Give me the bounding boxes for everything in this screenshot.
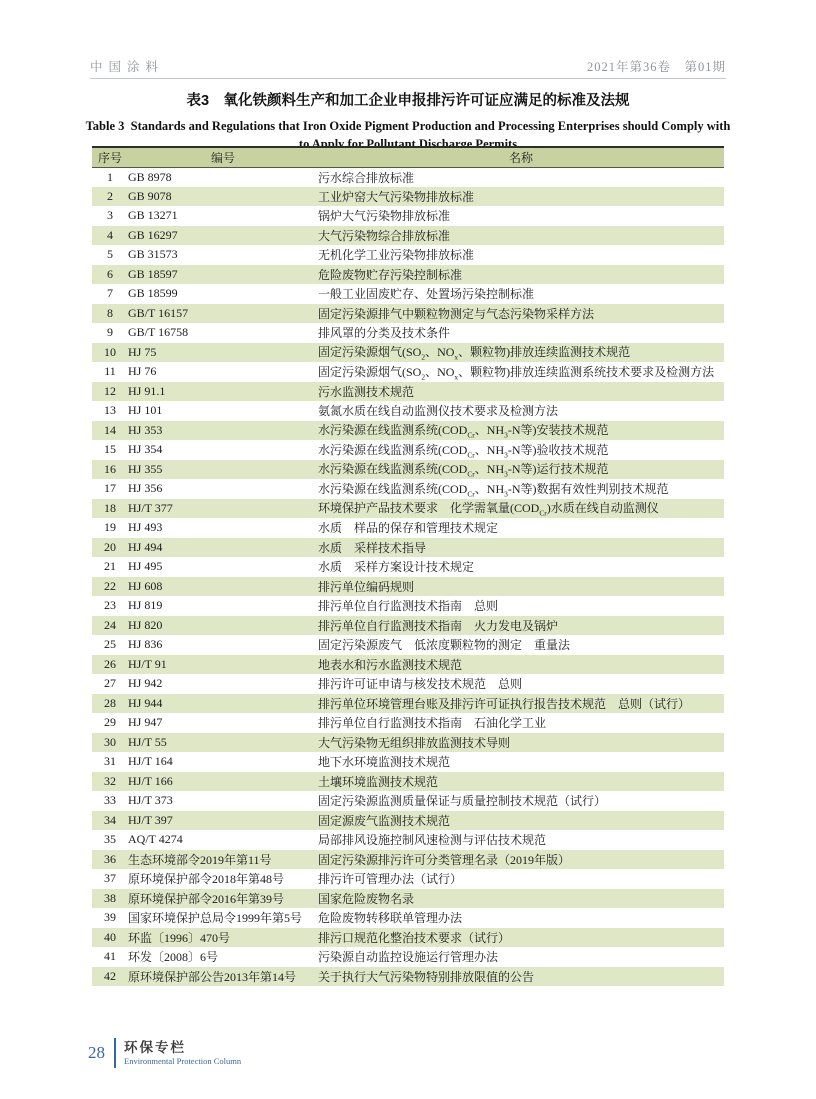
row-serial: 35 [104, 832, 116, 847]
row-serial: 17 [104, 481, 116, 496]
row-serial: 11 [104, 364, 116, 379]
row-code: HJ/T 91 [128, 656, 167, 671]
table-row [92, 518, 724, 538]
row-name: 污水综合排放标准 [318, 170, 415, 185]
table-row [92, 265, 724, 285]
row-code: 原环境保护部令2018年第48号 [128, 872, 285, 887]
row-code: HJ 608 [128, 578, 163, 593]
row-serial: 27 [104, 676, 116, 691]
table-row [92, 343, 724, 363]
row-code: HJ 944 [128, 695, 163, 710]
row-code: HJ 354 [128, 442, 163, 457]
table-row [92, 323, 724, 343]
row-code: HJ/T 164 [128, 754, 173, 769]
row-name: 氨氮水质在线自动监测仪技术要求及检测方法 [318, 404, 559, 419]
row-code: GB 13271 [128, 208, 178, 223]
row-serial: 37 [104, 871, 116, 886]
table-row [92, 557, 724, 577]
row-name: 排污单位环境管理台账及排污许可证执行报告技术规范 总则（试行） [318, 696, 691, 711]
row-serial: 31 [104, 754, 116, 769]
row-code: GB 18597 [128, 266, 178, 281]
table-caption-en-line2: to Apply for Pollutant Discharge Permits [298, 137, 518, 151]
row-code: 原环境保护部令2016年第39号 [128, 891, 285, 906]
row-name: 环境保护产品技术要求 化学需氧量$(COD_{Cr})$水质在线自动监测仪 [318, 501, 659, 518]
row-name: 污染源自动监控设施运行管理办法 [318, 950, 499, 965]
table-row [92, 635, 724, 655]
row-name: 固定污染源废气 低浓度颗粒物的测定 重量法 [318, 638, 571, 653]
row-code: HJ/T 377 [128, 500, 173, 515]
row-code: AQ/T 4274 [128, 832, 183, 847]
table-row [92, 713, 724, 733]
table-row [92, 811, 724, 831]
table-caption-en-line1: Table 3 Standards and Regulations that Iron Oxide Pigment Production and Processing Enterprises should Comply with [85, 119, 731, 133]
row-serial: 34 [104, 812, 116, 827]
row-name: 局部排风设施控制风速检测与评估技术规范 [318, 833, 547, 848]
table-row [92, 187, 724, 207]
row-code: HJ 494 [128, 539, 163, 554]
table-row [92, 499, 724, 519]
row-serial: 22 [104, 578, 116, 593]
table-row [92, 401, 724, 421]
row-code: HJ 495 [128, 559, 163, 574]
page-footer [88, 1036, 241, 1070]
table-row [92, 928, 724, 948]
row-name: 水污染源在线监测系统($COD_{Cr}$、$NH_3-N$等)安装技术规范 [318, 423, 609, 440]
row-code: 原环境保护部公告2013年第14号 [128, 969, 297, 984]
row-code: GB 8978 [128, 169, 172, 184]
row-code: HJ 353 [128, 422, 163, 437]
table-row [92, 850, 724, 870]
row-serial: 7 [107, 286, 113, 301]
row-code: HJ 820 [128, 617, 163, 632]
row-serial: 38 [104, 890, 116, 905]
row-serial: 42 [104, 968, 116, 983]
row-serial: 8 [107, 305, 113, 320]
row-serial: 15 [104, 442, 116, 457]
row-code: GB/T 16157 [128, 305, 189, 320]
table-row [92, 362, 724, 382]
row-serial: 18 [104, 500, 116, 515]
row-code: GB 9078 [128, 188, 172, 203]
row-serial: 29 [104, 715, 116, 730]
table-caption-zh: 表3 氧化铁颜料生产和加工企业申报排污许可证应满足的标准及法规 [186, 93, 630, 109]
row-name: 排污口规范化整治技术要求（试行） [318, 930, 511, 945]
row-name: 无机化学工业污染物排放标准 [318, 248, 475, 263]
row-code: HJ 356 [128, 481, 163, 496]
table-row [92, 382, 724, 402]
row-code: 生态环境部令2019年第11号 [128, 852, 272, 867]
table-row [92, 830, 724, 850]
table-row [92, 694, 724, 714]
row-serial: 20 [104, 539, 116, 554]
table-row [92, 167, 724, 187]
table-header-row [92, 147, 724, 167]
row-name: 危险废物转移联单管理办法 [318, 911, 463, 926]
row-code: GB 16297 [128, 227, 178, 242]
row-name: 排污许可管理办法（试行） [318, 872, 463, 887]
row-code: HJ 942 [128, 676, 163, 691]
row-serial: 3 [107, 208, 113, 223]
issue-info: 2021年第36卷 第01期 [586, 60, 726, 74]
row-serial: 33 [104, 793, 116, 808]
table-row [92, 733, 724, 753]
row-serial: 28 [104, 695, 116, 710]
row-serial: 14 [104, 422, 116, 437]
row-name: 固定源废气监测技术规范 [318, 813, 451, 828]
table-row [92, 226, 724, 246]
row-name: 排污单位编码规则 [318, 579, 415, 594]
row-name: 排污许可证申请与核发技术规范 总则 [318, 677, 523, 692]
table-row [92, 245, 724, 265]
row-code: HJ/T 166 [128, 773, 173, 788]
row-serial: 19 [104, 520, 116, 535]
row-serial: 1 [107, 169, 113, 184]
table-row [92, 206, 724, 226]
journal-title: 中国涂料 [90, 60, 165, 74]
table-row [92, 947, 724, 967]
row-name: 排风罩的分类及技术条件 [318, 326, 451, 341]
table-row [92, 674, 724, 694]
row-name: 固定污染源监测质量保证与质量控制技术规范（试行） [318, 794, 607, 809]
table-row [92, 908, 724, 928]
standards-table [92, 146, 724, 986]
row-name: 锅炉大气污染物排放标准 [318, 209, 451, 224]
row-name: 大气污染物综合排放标准 [318, 228, 451, 243]
row-serial: 41 [104, 949, 116, 964]
table-row [92, 889, 724, 909]
footer-divider [114, 1038, 116, 1068]
row-name: 地下水环境监测技术规范 [318, 755, 451, 770]
table-row [92, 479, 724, 499]
row-serial: 39 [104, 910, 116, 925]
row-serial: 40 [104, 929, 116, 944]
row-serial: 13 [104, 403, 116, 418]
table-row [92, 538, 724, 558]
table-row [92, 869, 724, 889]
table-row [92, 655, 724, 675]
row-name: 水质 样品的保存和管理技术规定 [318, 521, 499, 536]
row-code: HJ 493 [128, 520, 163, 535]
row-name: 大气污染物无组织排放监测技术导则 [318, 735, 511, 750]
column-header-code: 编号 [210, 150, 235, 165]
row-code: GB 31573 [128, 247, 178, 262]
table-row [92, 752, 724, 772]
table-row [92, 304, 724, 324]
row-name: 工业炉窑大气污染物排放标准 [318, 189, 475, 204]
row-serial: 23 [104, 598, 116, 613]
row-name: 水污染源在线监测系统($COD_{Cr}$、$NH_3-N$等)运行技术规范 [318, 462, 609, 479]
table-caption [48, 89, 768, 153]
row-code: HJ 819 [128, 598, 163, 613]
table-header [92, 147, 724, 167]
row-code: GB/T 16758 [128, 325, 189, 340]
row-serial: 5 [107, 247, 113, 262]
running-head [90, 52, 726, 79]
row-code: HJ 355 [128, 461, 163, 476]
row-code: GB 18599 [128, 286, 178, 301]
row-serial: 6 [107, 266, 113, 281]
row-name: 水污染源在线监测系统($COD_{Cr}$、$NH_3-N$等)验收技术规范 [318, 442, 609, 459]
table-row [92, 577, 724, 597]
row-name: 固定污染源排污许可分类管理名录（2019年版） [318, 852, 571, 867]
row-serial: 26 [104, 656, 116, 671]
row-name: 土壤环境监测技术规范 [318, 774, 439, 789]
table-row [92, 460, 724, 480]
row-name: 排污单位自行监测技术指南 石油化学工业 [318, 716, 547, 731]
column-header-name: 名称 [508, 150, 533, 165]
row-code: HJ/T 373 [128, 793, 173, 808]
row-serial: 2 [107, 188, 113, 203]
row-code: HJ/T 55 [128, 734, 167, 749]
row-serial: 25 [104, 637, 116, 652]
row-name: 国家危险废物名录 [318, 891, 415, 906]
table-row [92, 596, 724, 616]
row-code: HJ 75 [128, 344, 157, 359]
table-row [92, 284, 724, 304]
table-body [92, 167, 724, 986]
row-name: 关于执行大气污染物特别排放限值的公告 [318, 969, 535, 984]
row-code: HJ 76 [128, 364, 157, 379]
row-code: HJ/T 397 [128, 812, 173, 827]
table-row [92, 616, 724, 636]
row-serial: 16 [104, 461, 116, 476]
row-serial: 32 [104, 773, 116, 788]
row-code: 环监〔1996〕470号 [128, 930, 231, 945]
row-name: 水污染源在线监测系统($COD_{Cr}$、$NH_3-N$等)数据有效性判别技术规范 [318, 481, 669, 498]
row-serial: 12 [104, 383, 116, 398]
row-code: HJ 836 [128, 637, 163, 652]
row-serial: 21 [104, 559, 116, 574]
table-row [92, 440, 724, 460]
row-serial: 9 [107, 325, 113, 340]
row-code: HJ 91.1 [128, 383, 166, 398]
row-name: 排污单位自行监测技术指南 总则 [318, 599, 499, 614]
row-name: 一般工业固废贮存、处置场污染控制标准 [318, 287, 535, 302]
row-name: 污水监测技术规范 [318, 384, 415, 399]
row-code: HJ 101 [128, 403, 163, 418]
row-name: 固定污染源烟气($SO_2$、$NO_x$、颗粒物)排放连续监测系统技术要求及检测方法 [318, 364, 715, 381]
page-number: 28 [88, 1043, 105, 1062]
column-header-no: 序号 [97, 150, 122, 165]
column-name-zh: 环保专栏 [124, 1039, 186, 1055]
row-serial: 10 [104, 344, 116, 359]
row-code: 国家环境保护总局令1999年第5号 [128, 911, 303, 926]
row-name: 水质 采样技术指导 [318, 540, 427, 555]
column-name-en: Environmental Protection Column [124, 1055, 242, 1066]
table-row [92, 421, 724, 441]
row-name: 水质 采样方案设计技术规定 [318, 560, 475, 575]
row-code: 环发〔2008〕6号 [128, 950, 219, 965]
row-code: HJ 947 [128, 715, 163, 730]
table-row [92, 772, 724, 792]
row-name: 固定污染源排气中颗粒物测定与气态污染物采样方法 [318, 306, 595, 321]
table-row [92, 791, 724, 811]
row-serial: 36 [104, 851, 116, 866]
row-name: 地表水和污水监测技术规范 [318, 657, 463, 672]
row-serial: 4 [107, 227, 113, 242]
table-row [92, 967, 724, 987]
row-serial: 24 [104, 617, 116, 632]
row-name: 固定污染源烟气($SO_2$、$NO_x$、颗粒物)排放连续监测技术规范 [318, 345, 631, 362]
row-name: 排污单位自行监测技术指南 火力发电及锅炉 [318, 618, 559, 633]
row-name: 危险废物贮存污染控制标准 [318, 267, 463, 282]
row-serial: 30 [104, 734, 116, 749]
